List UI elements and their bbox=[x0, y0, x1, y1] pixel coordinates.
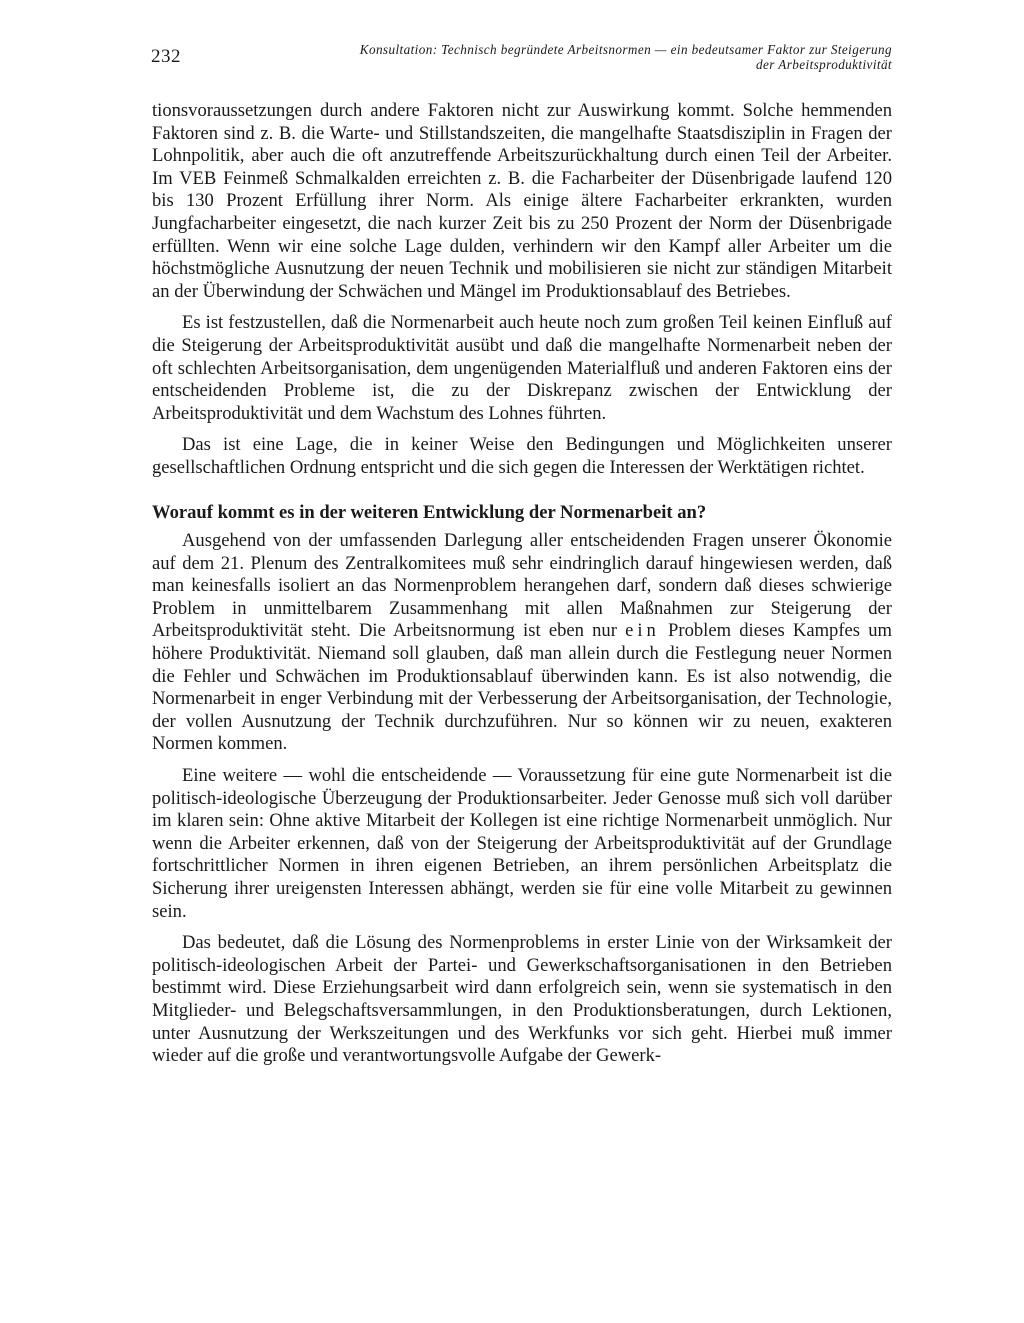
paragraph-4-emphasis: ein bbox=[625, 620, 660, 642]
running-head-line-1: Konsultation: Technisch begründete Arbeitsnormen — ein bedeutsamer Faktor zur Steigerung bbox=[359, 42, 892, 57]
paragraph-6: Das bedeutet, daß die Lösung des Normenproblems in erster Linie von der Wirksamkeit der politisch-ideologischen Arbeit der Partei- und Gewerkschaftsorganisationen in den Betrieben bestimmt wird. Diese Erziehungsarbeit wird dann erfolgreich sein, wenn sie systematisch in den Mitglieder- und Belegschaftsversammlungen, in den Produktionsberatungen, durch Lektionen, unter Ausnutzung der Werkszeitungen und des Werkfunks vor sich geht. Hierbei muß immer wieder auf die große und verantwortungsvolle Aufgabe der Gewerk- bbox=[152, 932, 892, 1067]
paragraph-4-part-2: Problem dieses Kampfes um höhere Produktivität. Niemand soll glauben, daß man allein durch die Festlegung neuer Normen die Fehler und Schwächen im Produktionsablauf überwinden kann. Es ist also notwendig, die Normenarbeit in enger Verbindung mit der Verbesserung der Arbeitsorganisation, der Technologie, der vollen Ausnutzung der Technik durchzuführen. Nur so können wir zu neuen, exakteren Normen kommen. bbox=[152, 620, 892, 755]
paragraph-2: Es ist festzustellen, daß die Normenarbeit auch heute noch zum großen Teil keinen Einfluß auf die Steigerung der Arbeitsproduktivität ausübt und daß die mangelhafte Normenarbeit neben der oft schlechten Arbeitsorganisation, dem ungenügenden Materialfluß und anderen Faktoren eins der entscheidenden Probleme ist, die zu der Diskrepanz zwischen der Entwicklung der Arbeitsproduktivität und dem Wachstum des Lohnes führten. bbox=[152, 312, 892, 424]
paragraph-4-part-1: Ausgehend von der umfassenden Darlegung aller entscheidenden Fragen unserer Ökonomie auf dem 21. Plenum des Zentralkomitees muß sehr eindringlich darauf hingewiesen werden, daß man keinesfalls isoliert an das Normenproblem herangehen darf, sondern daß dieses schwierige Problem in unmittelbarem Zusammenhang mit allen Maßnahmen zur Steigerung der Arbeitsproduktivität steht. Die Arbeitsnormung ist eben nur bbox=[152, 530, 892, 642]
paragraph-4 bbox=[152, 530, 892, 756]
paragraph-3: Das ist eine Lage, die in keiner Weise den Bedingungen und Möglichkeiten unserer gesellschaftlichen Ordnung entspricht und die sich gegen die Interessen der Werktätigen richtet. bbox=[152, 434, 892, 478]
body-text bbox=[152, 100, 892, 1068]
paragraph-1: tionsvoraussetzungen durch andere Faktoren nicht zur Auswirkung kommt. Solche hemmenden Faktoren sind z. B. die Warte- und Stillstandszeiten, die mangelhafte Staatsdisziplin in Fragen der Lohnpolitik, aber auch die oft anzutreffende Arbeitszurückhaltung durch einen Teil der Arbeiter. Im VEB Feinmeß Schmalkalden erreichten z. B. die Facharbeiter der Düsenbrigade laufend 120 bis 130 Prozent Erfüllung ihrer Norm. Als einige ältere Facharbeiter erkrankten, wurden Jungfacharbeiter eingesetzt, die nach kurzer Zeit bis zu 250 Prozent der Norm der Düsenbrigade erfüllten. Wenn wir eine solche Lage dulden, verhindern wir den Kampf aller Arbeiter um die höchstmögliche Ausnutzung der neuen Technik und mobilisieren sie nicht zur ständigen Mitarbeit an der Überwindung der Schwächen und Mängel im Produktionsablauf des Betriebes. bbox=[152, 100, 892, 302]
running-head-line-2: der Arbeitsproduktivität bbox=[756, 57, 892, 72]
section-heading: Worauf kommt es in der weiteren Entwicklung der Normenarbeit an? bbox=[152, 501, 707, 523]
running-head bbox=[242, 42, 892, 72]
paragraph-5: Eine weitere — wohl die entscheidende — Voraussetzung für eine gute Normenarbeit ist die politisch-ideologische Überzeugung der Produktionsarbeiter. Jeder Genosse muß sich voll darüber im klaren sein: Ohne aktive Mitarbeit der Kollegen ist eine richtige Normenarbeit unmöglich. Nur wenn die Arbeiter erkennen, daß von der Steigerung der Arbeitsproduktivität auf der Grundlage fortschrittlicher Normen in ihren eigenen Betrieben, an ihrem persönlichen Arbeitsplatz die Sicherung ihrer ureigensten Interessen abhängt, werden sie für eine volle Mitarbeit zu gewinnen sein. bbox=[152, 765, 892, 922]
page-number: 232 bbox=[151, 46, 181, 67]
